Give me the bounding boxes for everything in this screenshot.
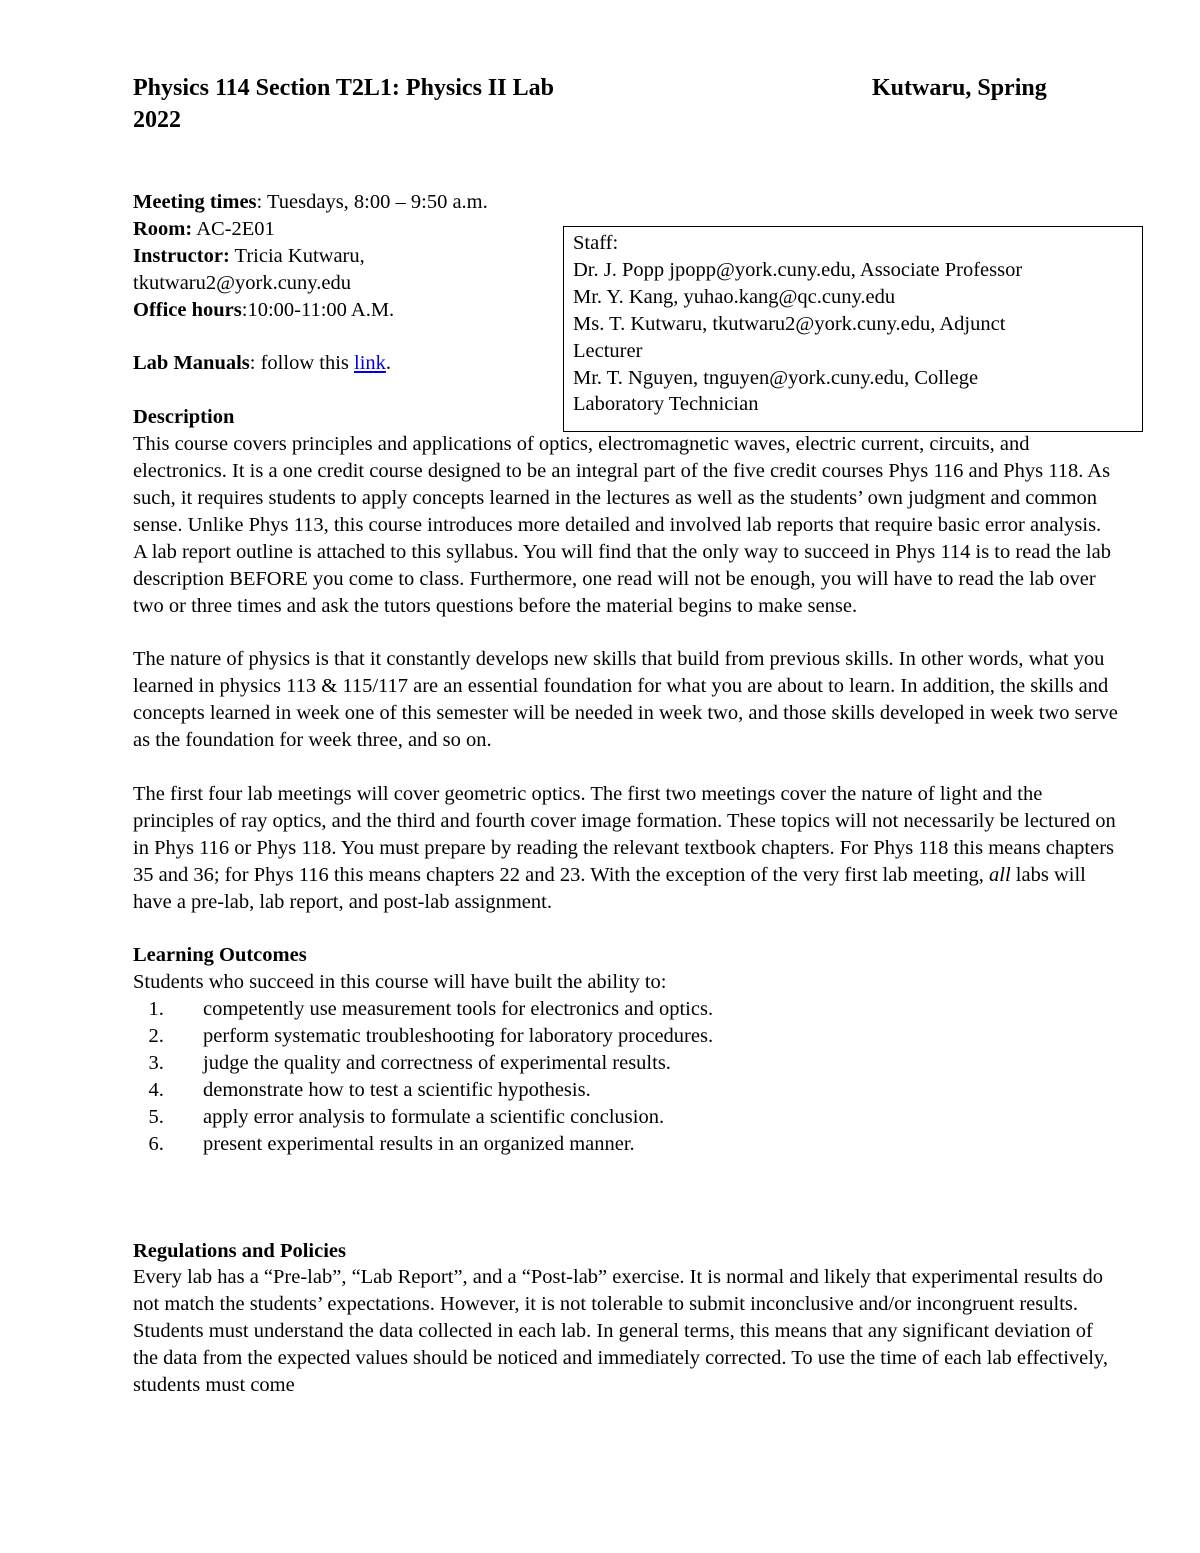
staff-line: Mr. Y. Kang, yuhao.kang@qc.cuny.edu [573,285,896,308]
list-item: 6. present experimental results in an organized manner. [169,1131,1118,1158]
regulations-heading: Regulations and Policies [133,1239,346,1262]
regulations-paragraph: Every lab has a “Pre-lab”, “Lab Report”, and a “Post-lab” exercise. It is normal and likely that experimental results do not match the students’ expectations. However, it is not tolerable to submit inconclusive and/or incongruent results. Students must understand the data collected in each lab. In general terms, this means that any significant deviation of the data from the expected values should be noticed and immediately corrected. To use the time of each lab effectively, students must come [133,1266,1108,1397]
lab-manuals: Lab Manuals: follow this link. [133,352,392,375]
instructor-email: tkutwaru2@york.cuny.edu [133,271,351,294]
room: Room: AC-2E01 [133,217,275,240]
meeting-times: Meeting times: Tuesdays, 8:00 – 9:50 a.m. [133,191,488,213]
description-paragraph-1 [133,431,1118,619]
outcomes-heading: Learning Outcomes [133,944,307,967]
list-item: 3. judge the quality and correctness of experimental results. [169,1050,1118,1077]
list-item: 1. competently use measurement tools for electronics and optics. [169,996,1118,1023]
staff-line: Ms. T. Kutwaru, tkutwaru2@york.cuny.edu, Adjunct [573,312,1006,335]
document-title [133,72,554,136]
office-hours: Office hours:10:00-11:00 A.M. [133,298,395,321]
title-right: Kutwaru, Spring [872,75,1047,101]
title-left: Physics 114 Section T2L1: Physics II Lab [133,75,554,101]
outcomes-list [133,996,1118,1157]
staff-line: Laboratory Technician [573,393,759,416]
description-paragraph-3: The first four lab meetings will cover geometric optics. The first two meetings cover the nature of light and the principles of ray optics, and the third and fourth cover image formation. These topics will not necessarily be lectured on in Phys 116 or Phys 118. You must prepare by reading the relevant textbook chapters. For Phys 118 this means chapters 35 and 36; for Phys 116 this means chapters 22 and 23. With the exception of the very first lab meeting, all labs will have a pre-lab, lab report, and post-lab assignment. [133,782,1116,913]
list-item: 5. apply error analysis to formulate a scientific conclusion. [169,1104,1118,1131]
description-heading: Description [133,406,235,429]
outcomes-intro: Students who succeed in this course will have built the ability to: [133,971,667,994]
document-body [133,189,1118,1399]
course-info [133,189,563,431]
staff-line: Mr. T. Nguyen, tnguyen@york.cuny.edu, College [573,366,979,389]
instructor: Instructor: Tricia Kutwaru, [133,244,365,267]
list-item: 2. perform systematic troubleshooting for laboratory procedures. [169,1023,1118,1050]
lab-manuals-link[interactable]: link [354,352,386,375]
title-year: 2022 [133,107,181,133]
staff-heading: Staff: [573,232,619,254]
description-paragraph-2: The nature of physics is that it constantly develops new skills that build from previous skills. In other words, what you learned in physics 113 & 115/117 are an essential foundation for what you are about to learn. In addition, the skills and concepts learned in week one of this semester will be needed in week two, and those skills developed in week two serve as the foundation for week three, and so on. [133,648,1118,752]
staff-line: Lecturer [573,339,643,362]
staff-line: Dr. J. Popp jpopp@york.cuny.edu, Associate Professor [573,258,1023,281]
description-text-1: This course covers principles and applications of optics, electromagnetic waves, electric current, circuits, and electronics. It is a one credit course designed to be an integral part of the five credit courses Phys 116 and Phys 118. As such, it requires students to apply concepts learned in the lectures as well as the students’ own judgment and common sense. Unlike Phys 113, this course introduces more detailed and involved lab reports that require basic error analysis. A lab report outline is attached to this syllabus. You will find that the only way to succeed in Phys 114 is to read the lab description BEFORE you come to class. Furthermore, one read will not be enough, you will have to read the lab over two or three times and ask the tutors questions before the material begins to make sense. [133,433,1111,617]
list-item: 4. demonstrate how to test a scientific hypothesis. [169,1077,1118,1104]
